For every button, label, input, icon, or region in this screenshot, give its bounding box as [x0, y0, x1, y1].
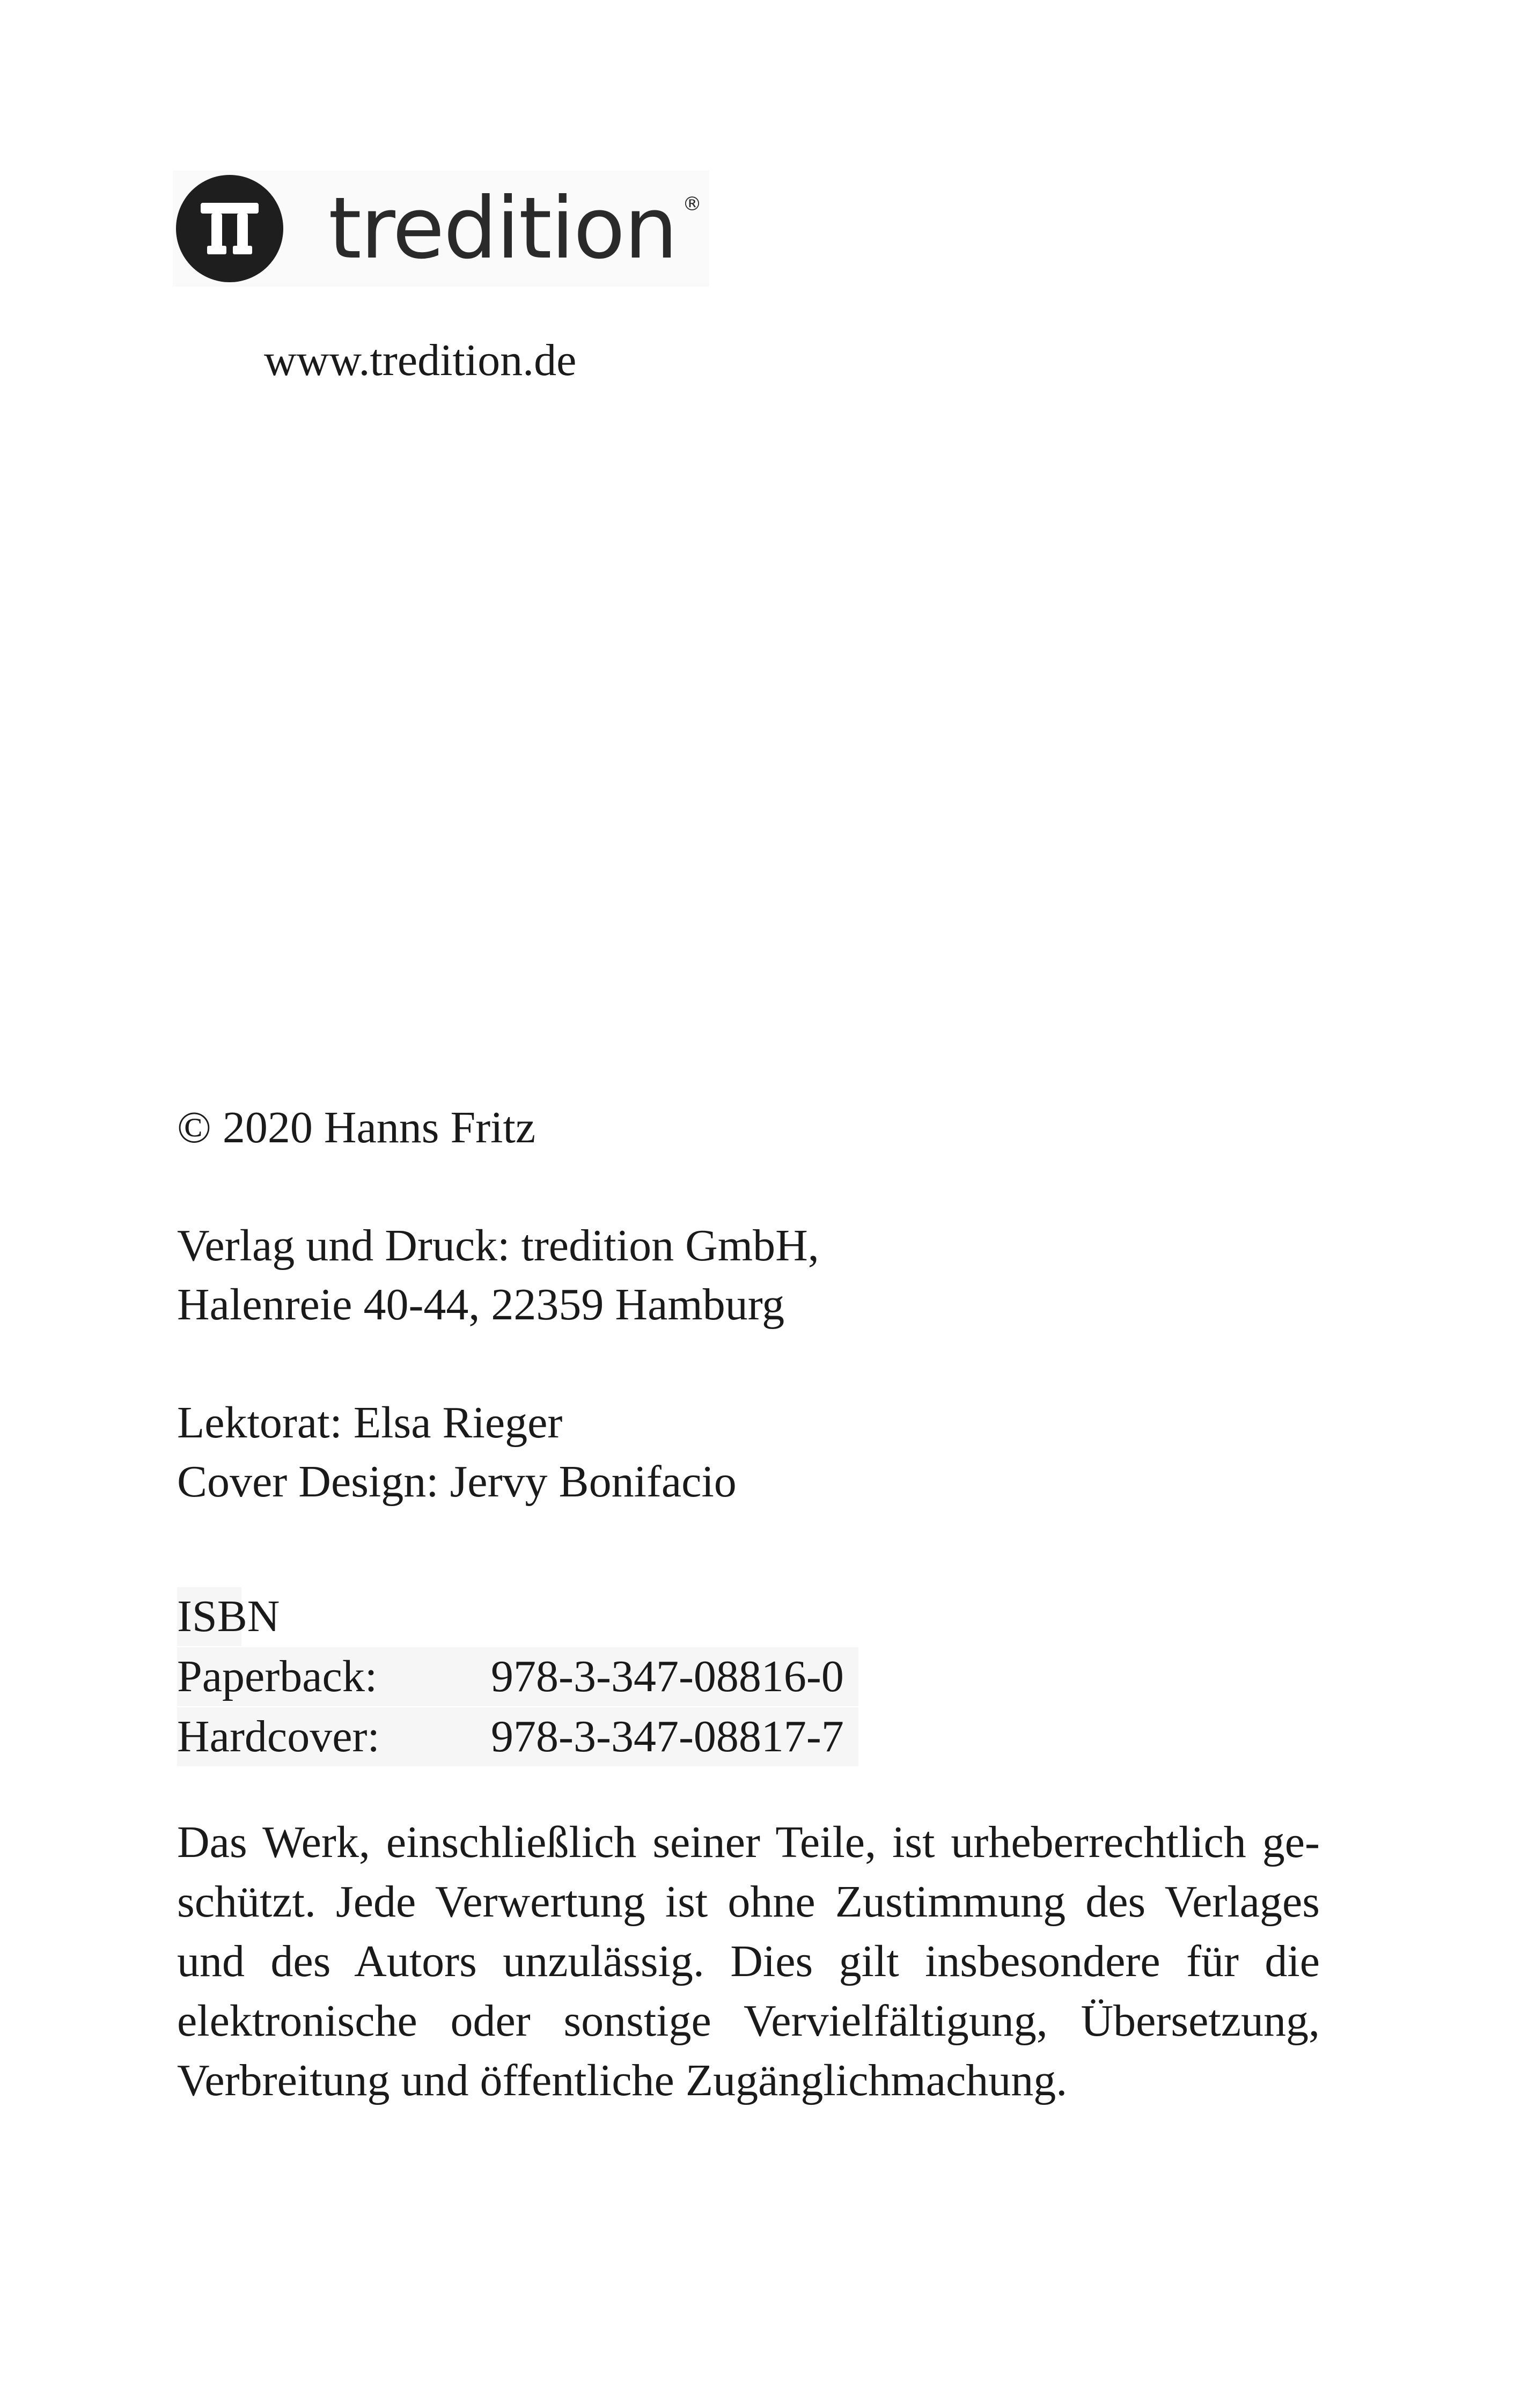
logo-wordmark: tredition	[328, 179, 677, 278]
copyright-line: © 2020 Hanns Fritz	[177, 1103, 536, 1152]
isbn-row-hardcover	[177, 1707, 858, 1766]
isbn-heading: ISBN	[177, 1587, 241, 1646]
editor-credit: Lektorat: Elsa Rieger	[177, 1398, 563, 1448]
isbn-table	[177, 1587, 858, 1767]
legal-notice: Das Werk, einschließlich seiner Teile, ist urheberrechtlich geschützt. Jede Verwertung ist ohne Zustimmung des Verlages und des Autors unzulässig. Dies gilt insbesondere für die elektronische oder sonstige Vervielfältigung, Übersetzung, Verbreitung und öffentliche Zugänglichmachung.	[177, 1817, 1320, 2105]
publisher-logo	[173, 171, 709, 287]
isbn-label: Hardcover:	[177, 1712, 380, 1761]
isbn-row-paperback	[177, 1647, 858, 1706]
registered-trademark-mark: ®	[682, 193, 702, 215]
publisher-website: www.tredition.de	[264, 335, 577, 385]
isbn-number: 978-3-347-08817-7	[491, 1712, 844, 1761]
isbn-label: Paperback:	[177, 1651, 378, 1701]
imprint-line-2: Halenreie 40-44, 22359 Hamburg	[177, 1280, 785, 1330]
imprint-line-1: Verlag und Druck: tredition GmbH,	[177, 1221, 819, 1271]
cover-design-credit: Cover Design: Jervy Bonifacio	[177, 1457, 737, 1507]
tredition-logo-icon	[176, 175, 283, 282]
isbn-number: 978-3-347-08816-0	[491, 1651, 844, 1701]
